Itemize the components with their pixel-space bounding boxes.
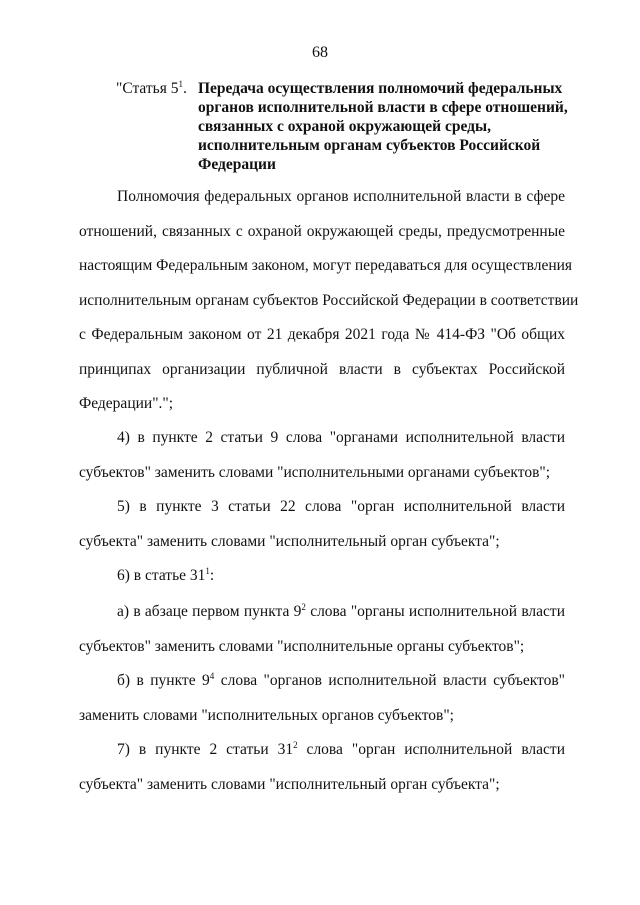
paragraph-line: субъекта" заменить словами "исполнительный орган субъекта";	[79, 775, 500, 793]
page-number: 68	[312, 44, 328, 61]
item-7-text-end: слова "орган исполнительной власти	[297, 741, 565, 758]
paragraph-item-7	[79, 733, 565, 802]
paragraph-line	[79, 595, 565, 630]
article-label-end: .	[183, 80, 187, 97]
paragraph-line: Полномочия федеральных органов исполнительной власти в сфере	[117, 188, 565, 205]
paragraph-line: Федерации".";	[79, 395, 174, 412]
paragraph-line: 5) в пункте 3 статьи 22 слова "орган исполнительной власти	[117, 498, 565, 515]
item-6-colon: :	[209, 567, 215, 584]
item-7-text-start: 7) в пункте 2 статьи 31	[117, 741, 294, 758]
item-6-superscript: 1	[205, 566, 210, 576]
paragraph-line	[79, 733, 565, 768]
item-6a-text-end: слова "органы исполнительной власти	[305, 603, 565, 620]
paragraph-item-6a	[79, 595, 565, 664]
paragraph-line: отношений, связанных с охраной окружающей среды, предусмотренные	[79, 222, 565, 240]
article-label	[116, 79, 187, 98]
paragraph-powers-transfer	[79, 180, 579, 422]
paragraph-line: принципах организации публичной власти в субъектах Российской	[79, 360, 565, 378]
item-7-superscript: 2	[293, 740, 298, 750]
paragraph-line	[79, 559, 565, 594]
article-label-superscript: 1	[178, 79, 183, 89]
paragraph-line: исполнительным органам субъектов Российской Федерации в соответствии	[79, 291, 579, 309]
paragraph-line: субъектов" заменить словами "исполнительными органами субъектов";	[79, 463, 551, 481]
paragraph-line: субъекта" заменить словами "исполнительный орган субъекта";	[79, 532, 500, 550]
article-label-text: "Статья 5	[116, 80, 179, 97]
paragraph-line: настоящим Федеральным законом, могут передаваться для осуществления	[79, 257, 573, 274]
item-6b-text-end: слова "органов исполнительной власти субъектов"	[214, 672, 566, 689]
paragraph-line: заменить словами "исполнительных органов субъектов";	[79, 706, 454, 724]
paragraph-line: 4) в пункте 2 статьи 9 слова "органами исполнительной власти	[117, 429, 565, 446]
paragraph-item-4	[79, 421, 565, 490]
item-6b-text-start: б) в пункте 9	[117, 672, 210, 689]
paragraph-item-6b	[79, 664, 565, 733]
item-6a-text-start: а) в абзаце первом пункта 9	[117, 603, 302, 620]
article-title: Передача осуществления полномочий федеральных органов исполнительной власти в сфере отношений, связанных с охраной окружающей среды, исполнительным органам субъектов Российской Федерации	[198, 80, 568, 173]
paragraph-item-6	[79, 559, 565, 594]
paragraph-line: с Федеральным законом от 21 декабря 2021 года № 414-ФЗ "Об общих	[79, 326, 565, 343]
item-6a-superscript: 2	[301, 602, 306, 612]
paragraph-item-5	[79, 490, 565, 559]
paragraph-line	[79, 664, 565, 699]
item-6b-superscript: 4	[209, 671, 215, 681]
paragraph-line: субъектов" заменить словами "исполнительные органы субъектов";	[79, 637, 525, 655]
item-6-text: 6) в статье 31	[117, 567, 206, 584]
